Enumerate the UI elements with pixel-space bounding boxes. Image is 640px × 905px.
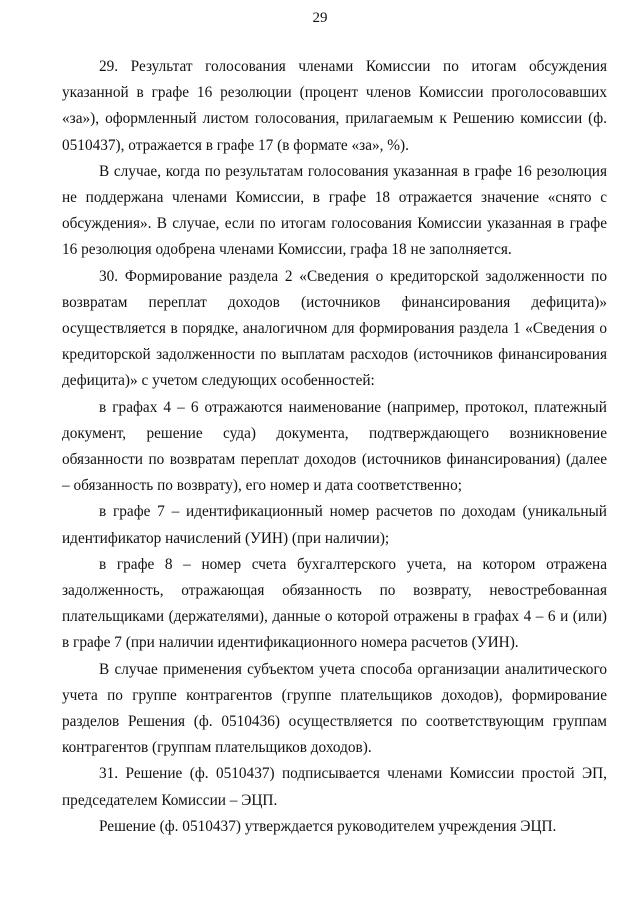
paragraph-30-column-7: в графе 7 – идентификационный номер расчетов по доходам (уникальный идентификатор начислений (УИН) (при наличии); bbox=[62, 503, 607, 547]
paragraph-30-column-8: в графе 8 – номер счета бухгалтерского учета, на котором отражена задолженность, отражающая обязанность по возврату, невостребованная плательщиками (держателями), данные о которой отражены в графах 4 – 6 и (или) в графе 7 (при наличии идентификационного номера расчетов (УИН). bbox=[62, 555, 607, 652]
paragraph-29-continuation: В случае, когда по результатам голосования указанная в графе 16 резолюция не поддержана членами Комиссии, в графе 18 отражается значение «снято с обсуждения». В случае, если по итогам голосования Комиссии указанная в графе 16 резолюция одобрена членами Комиссии, графа 18 не заполняется. bbox=[62, 162, 607, 259]
document-body bbox=[62, 54, 607, 840]
paragraph-31-approval: Решение (ф. 0510437) утверждается руководителем учреждения ЭЦП. bbox=[99, 817, 557, 835]
paragraph-31: 31. Решение (ф. 0510437) подписывается членами Комиссии простой ЭП, председателем Комиссии – ЭЦП. bbox=[62, 765, 607, 809]
paragraph-30-columns-4-6: в графах 4 – 6 отражаются наименование (например, протокол, платежный документ, решение суда) документа, подтверждающего возникновение обязанности по возвратам переплат доходов (источников финансирования) (далее – обязанность по возврату), его номер и дата соответственно; bbox=[62, 398, 607, 495]
paragraph-30: 30. Формирование раздела 2 «Сведения о кредиторской задолженности по возвратам переплат доходов (источников финансирования дефицита)» осуществляется в порядке, аналогичном для формирования раздела 1 «Сведения о кредиторской задолженности по выплатам расходов (источников финансирования дефицита)» с учетом следующих особенностей: bbox=[62, 267, 607, 390]
paragraph-30-group-accounting: В случае применения субъектом учета способа организации аналитического учета по группе контрагентов (группе плательщиков доходов), формирование разделов Решения (ф. 0510436) осуществляется по соответствующим группам контрагентов (группам плательщиков доходов). bbox=[62, 660, 607, 757]
page-number: 29 bbox=[312, 10, 328, 26]
paragraph-29: 29. Результат голосования членами Комиссии по итогам обсуждения указанной в графе 16 резолюции (процент членов Комиссии проголосовавших «за»), оформленный листом голосования, прилагаемым к Решению комиссии (ф. 0510437), отражается в графе 17 (в формате «за», %). bbox=[62, 58, 607, 154]
